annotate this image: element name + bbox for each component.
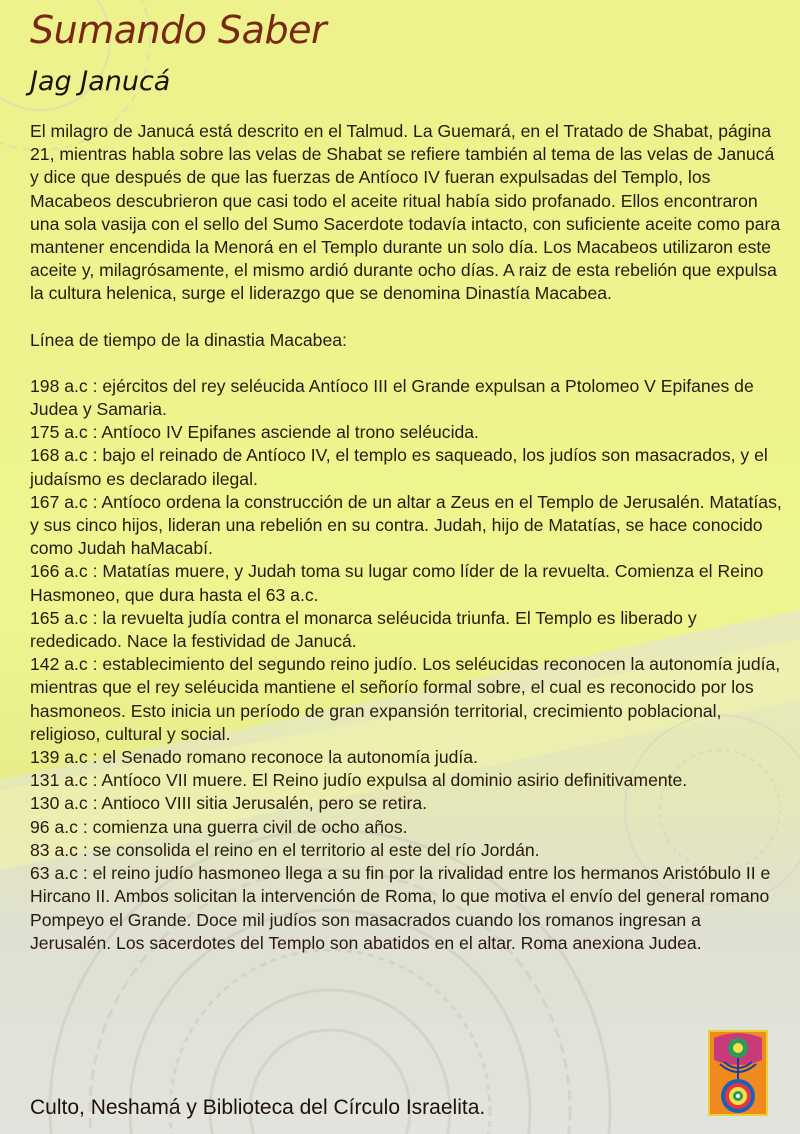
- timeline-entry: 83 a.c : se consolida el reino en el territorio al este del río Jordán.: [30, 839, 540, 860]
- timeline-entry: 167 a.c : Antíoco ordena la construcción de un altar a Zeus en el Templo de Jerusalén. Matatías, y sus cinco hijos, lideran una rebelión en su contra. Judah, hijo de Matatías, se hace conocido como Judah haMacabí.: [30, 491, 782, 559]
- page-subtitle: Jag Janucá: [30, 66, 171, 97]
- page-title: Sumando Saber: [30, 8, 327, 52]
- timeline-heading: Línea de tiempo de la dinastia Macabea:: [30, 329, 347, 350]
- timeline-entry: 166 a.c : Matatías muere, y Judah toma su lugar como líder de la revuelta. Comienza el Reino Hasmoneo, que dura hasta el 63 a.c.: [30, 561, 764, 605]
- timeline-list: [30, 375, 782, 955]
- timeline-entry: 198 a.c : ejércitos del rey seléucida Antíoco III el Grande expulsan a Ptolomeo V Epifanes de Judea y Samaria.: [30, 375, 754, 420]
- timeline-entry: 139 a.c : el Senado romano reconoce la autonomía judía.: [30, 747, 478, 768]
- timeline-entry: 168 a.c : bajo el reinado de Antíoco IV, el templo es saqueado, los judíos son masacrados, y el judaísmo es declarado ilegal.: [30, 445, 768, 489]
- timeline-entry: 130 a.c : Antioco VIII sitia Jerusalén, pero se retira.: [30, 793, 428, 814]
- timeline-entry: 142 a.c : establecimiento del segundo reino judío. Los seléucidas reconocen la autonomía judía, mientras que el rey seléucida mantiene el señorío formal sobre, el cual es reconocido por los hasmoneos. Esto inicia un período de gran expansión territorial, crecimiento poblacional, religioso, cultural y social.: [30, 654, 781, 744]
- article-body: [30, 120, 782, 955]
- timeline-entry: 63 a.c : el reino judío hasmoneo llega a su fin por la rivalidad entre los hermanos Aristóbulo II e Hircano II. Ambos solicitan la intervención de Roma, lo que motiva el envío del general romano Pompeyo el Grande. Doce mil judíos son masacrados cuando los romanos ingresan a Jerusalén. Los sacerdotes del Templo son abatidos en el altar. Roma anexiona Judea.: [30, 863, 771, 953]
- intro-paragraph: El milagro de Janucá está descrito en el Talmud. La Guemará, en el Tratado de Shabat, página 21, mientras habla sobre las velas de Shabat se refiere también al tema de las velas de Janucá y dice que después de que las fuerzas de Antíoco IV fueran expulsadas del Templo, los Macabeos descubrieron que casi todo el aceite ritual había sido profanado. Ellos encontraron una sola vasija con el sello del Sumo Sacerdote todavía intacto, con suficiente aceite como para mantener encendida la Menorá en el Templo durante un solo día. Los Macabeos utilizaron este aceite y, milagrósamente, el mismo ardió durante ocho días. A raiz de esta rebelión que expulsa la cultura helenica, surge el liderazgo que se denomina Dinastía Macabea.: [30, 121, 781, 304]
- menorah-emblem-icon: [708, 1030, 768, 1116]
- timeline-entry: 175 a.c : Antíoco IV Epifanes asciende al trono seléucida.: [30, 422, 479, 443]
- timeline-entry: 131 a.c : Antíoco VII muere. El Reino judío expulsa al dominio asirio definitivamente.: [30, 770, 688, 791]
- timeline-entry: 96 a.c : comienza una guerra civil de ocho años.: [30, 816, 408, 837]
- timeline-entry: 165 a.c : la revuelta judía contra el monarca seléucida triunfa. El Templo es liberado y rededicado. Nace la festividad de Janucá.: [30, 607, 697, 652]
- footer-credit: Culto, Neshamá y Biblioteca del Círculo Israelita.: [30, 1096, 486, 1119]
